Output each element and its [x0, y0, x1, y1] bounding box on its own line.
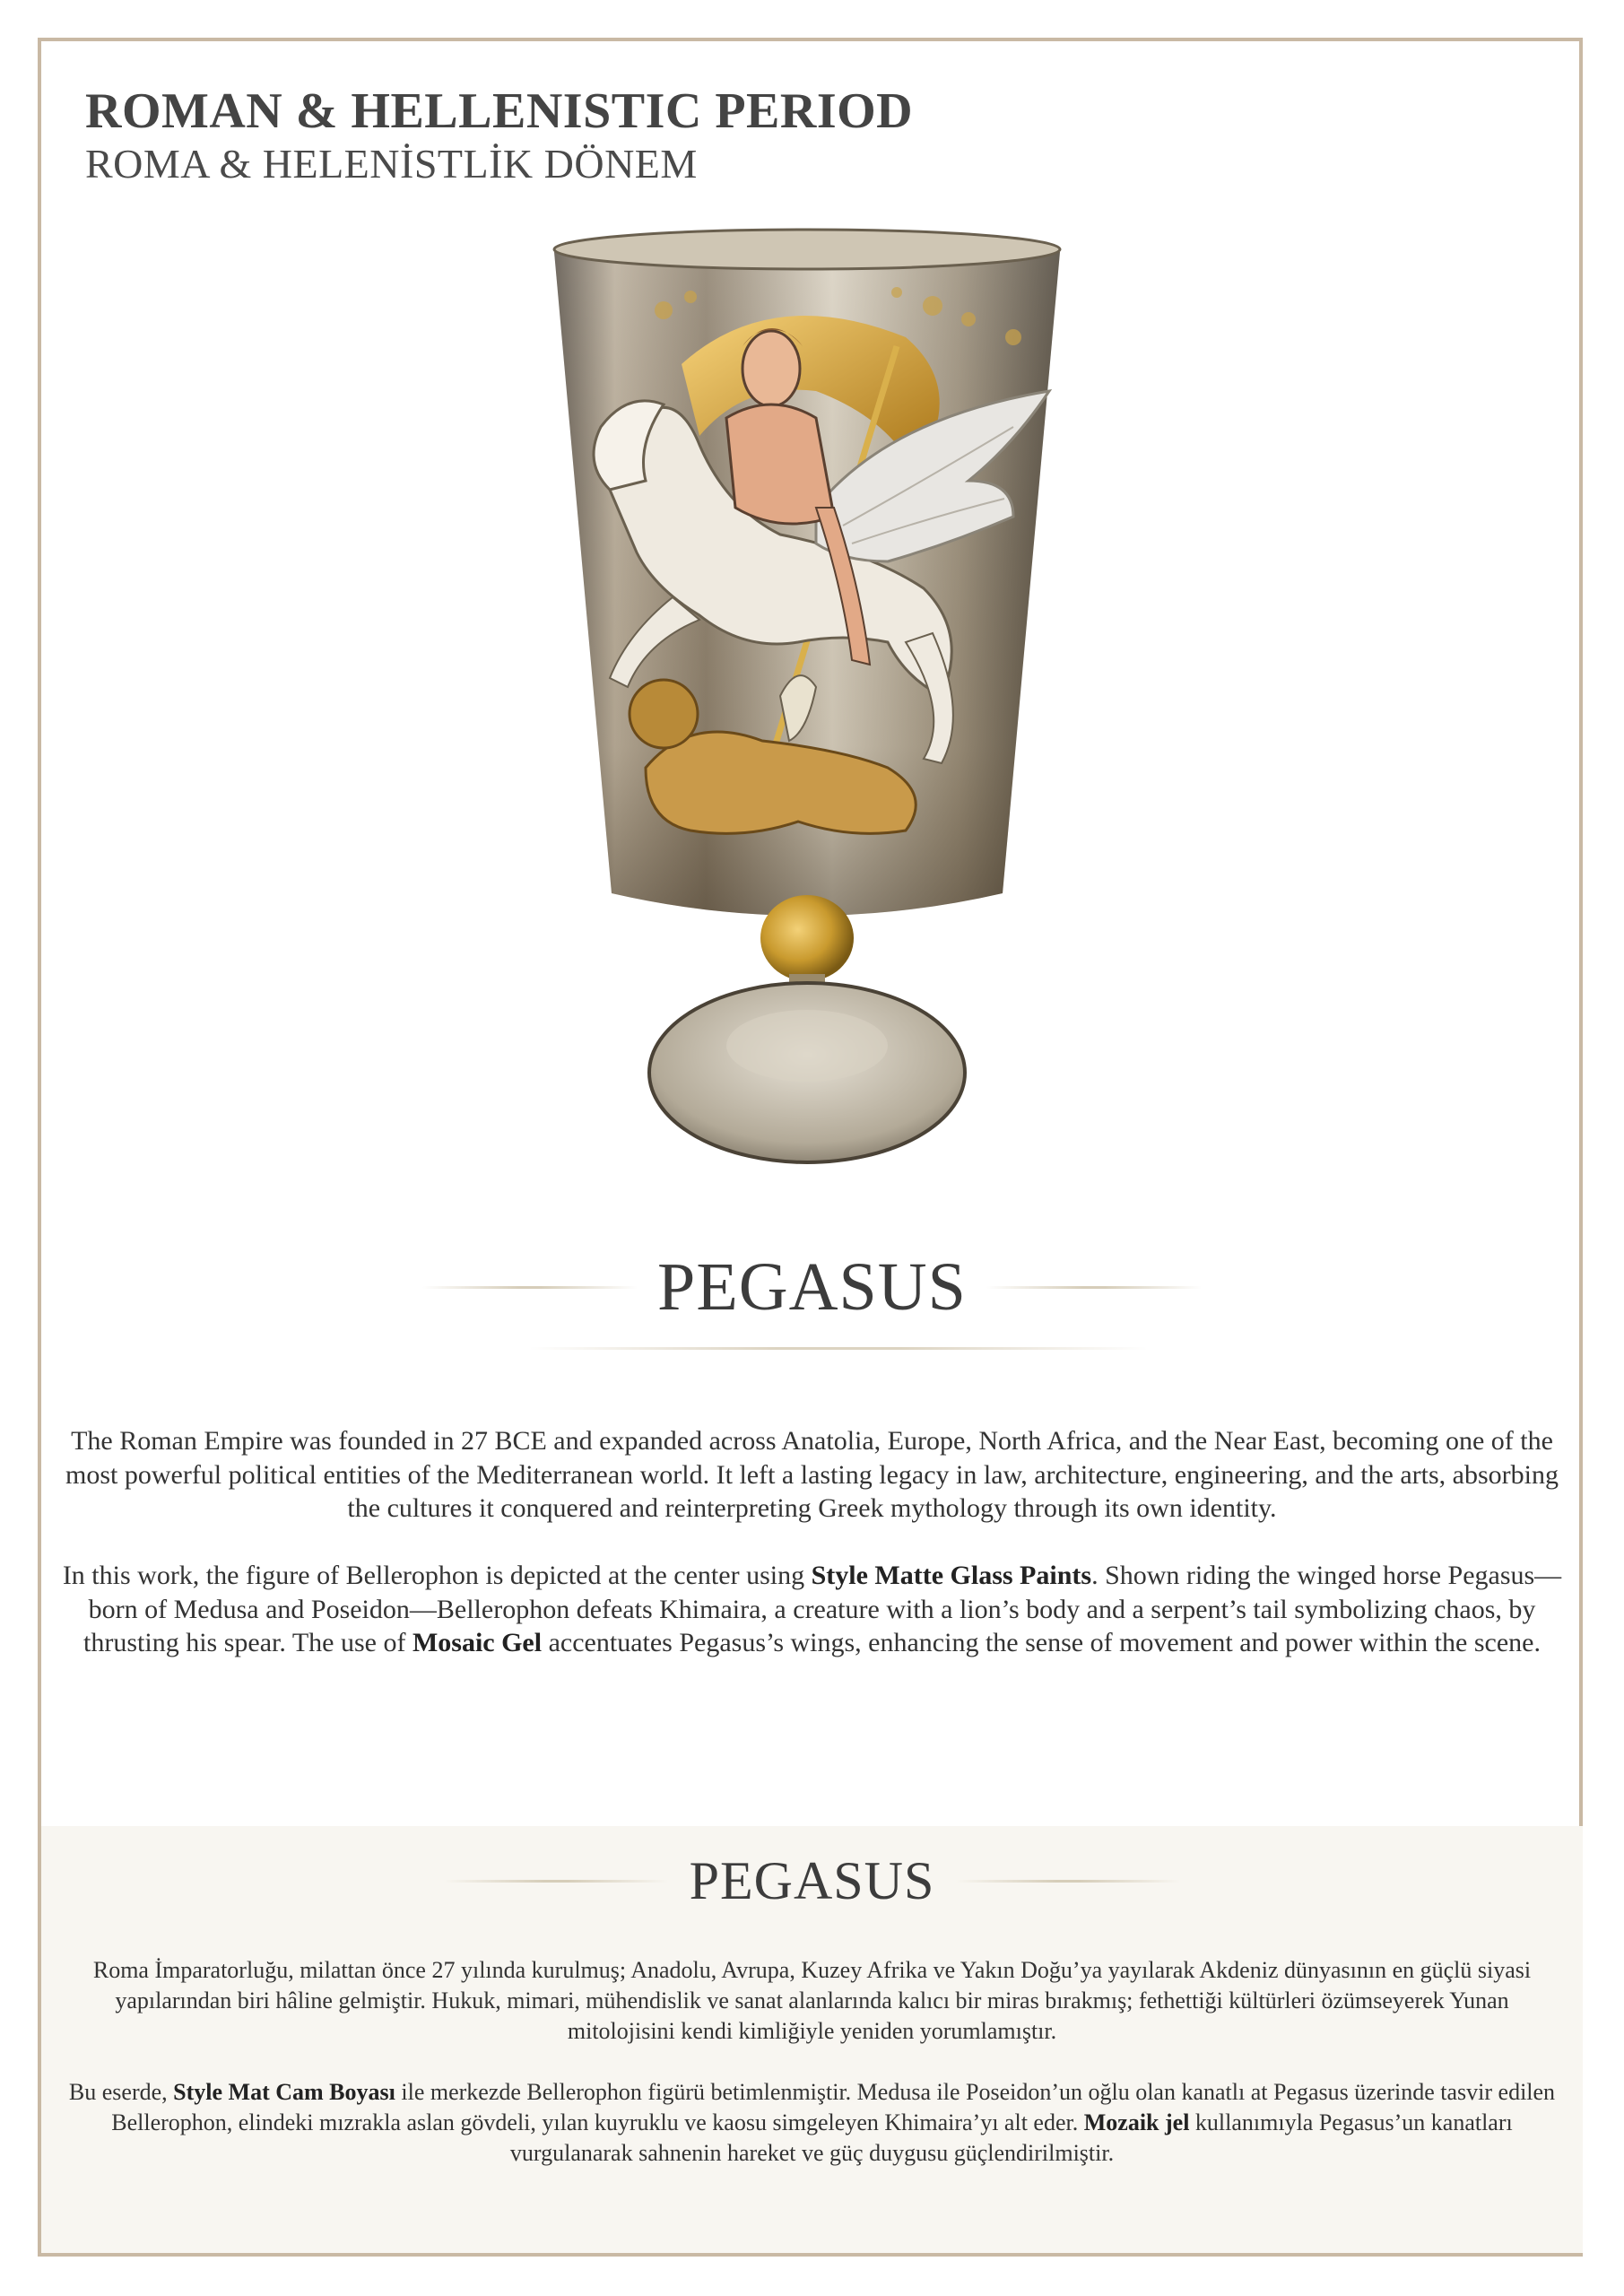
title-underline	[529, 1347, 1148, 1350]
turkish-paragraph-1: Roma İmparatorluğu, milattan önce 27 yılında kurulmuş; Anadolu, Avrupa, Kuzey Afrika ve Yakın Doğu’ya yayılarak Akdeniz dünyasının en güçlü siyasi yapılarından biri hâline gelmiştir. Hukuk, mimari, mühendislik ve sanat alanlarında kalıcı bir miras bırakmış; fethettiği kültürleri özümseyerek Yunan mitolojisini kendi kimliğiyle yeniden yorumlamıştır.	[92, 1957, 1532, 2044]
turkish-title: PEGASUS	[689, 1851, 935, 1910]
turkish-p2-text-3: kullanımıyla Pegasus’un kanatları vurgulanarak sahnenin hareket ve güç duygusu güçlendirilmiştir.	[509, 2109, 1513, 2166]
title-rule-right	[956, 1880, 1180, 1883]
header	[85, 83, 913, 188]
english-product-style-matte: Style Matte Glass Paints	[811, 1561, 1092, 1590]
goblet-image	[547, 212, 1067, 1198]
period-title-en: ROMAN & HELLENISTIC PERIOD	[85, 83, 914, 139]
title-rule-left	[444, 1880, 668, 1883]
title-rule-right	[986, 1286, 1202, 1289]
turkish-title-row	[0, 1848, 1624, 1914]
title-rule-left	[422, 1286, 638, 1289]
turkish-product-style-mat: Style Mat Cam Boyası	[173, 2079, 395, 2105]
english-p2-text-1: In this work, the figure of Bellerophon is depicted at the center using	[62, 1561, 812, 1590]
turkish-paragraph-2	[59, 2077, 1565, 2169]
english-p2-text-3: accentuates Pegasus’s wings, enhancing the sense of movement and power within the scene.	[542, 1628, 1541, 1657]
turkish-p2-text-2: ile merkezde Bellerophon figürü betimlenmiştir. Medusa ile Poseidon’un oğlu olan kanatlı at Pegasus üzerinde tasvir edilen Bellerophon, elindeki mızrakla aslan gövdeli, yılan kuyruklu ve kaosu simgeleyen Khimaira’yı alt eder.	[111, 2079, 1556, 2135]
turkish-product-mozaik-jel: Mozaik jel	[1083, 2109, 1190, 2135]
english-p2-text-2: . Shown riding the winged horse Pegasus—born of Medusa and Poseidon—Bellerophon defeats Khimaira, a creature with a lion’s body and a serpent’s tail symbolizing chaos, by thrusting his spear. The use of	[83, 1561, 1562, 1657]
turkish-p2-text-1: Bu eserde,	[68, 2079, 174, 2105]
english-paragraph-2	[59, 1559, 1565, 1660]
period-title-tr: ROMA & HELENİSTLİK DÖNEM	[85, 141, 698, 187]
english-product-mosaic-gel: Mosaic Gel	[412, 1628, 543, 1657]
english-title-row	[0, 1247, 1624, 1327]
english-title: PEGASUS	[657, 1249, 967, 1325]
english-paragraph-1: The Roman Empire was founded in 27 BCE and expanded across Anatolia, Europe, North Africa, and the Near East, becoming one of the most powerful political entities of the Mediterranean world. It left a lasting legacy in law, architecture, engineering, and the arts, absorbing the cultures it conquered and reinterpreting Greek mythology through its own identity.	[65, 1426, 1559, 1523]
